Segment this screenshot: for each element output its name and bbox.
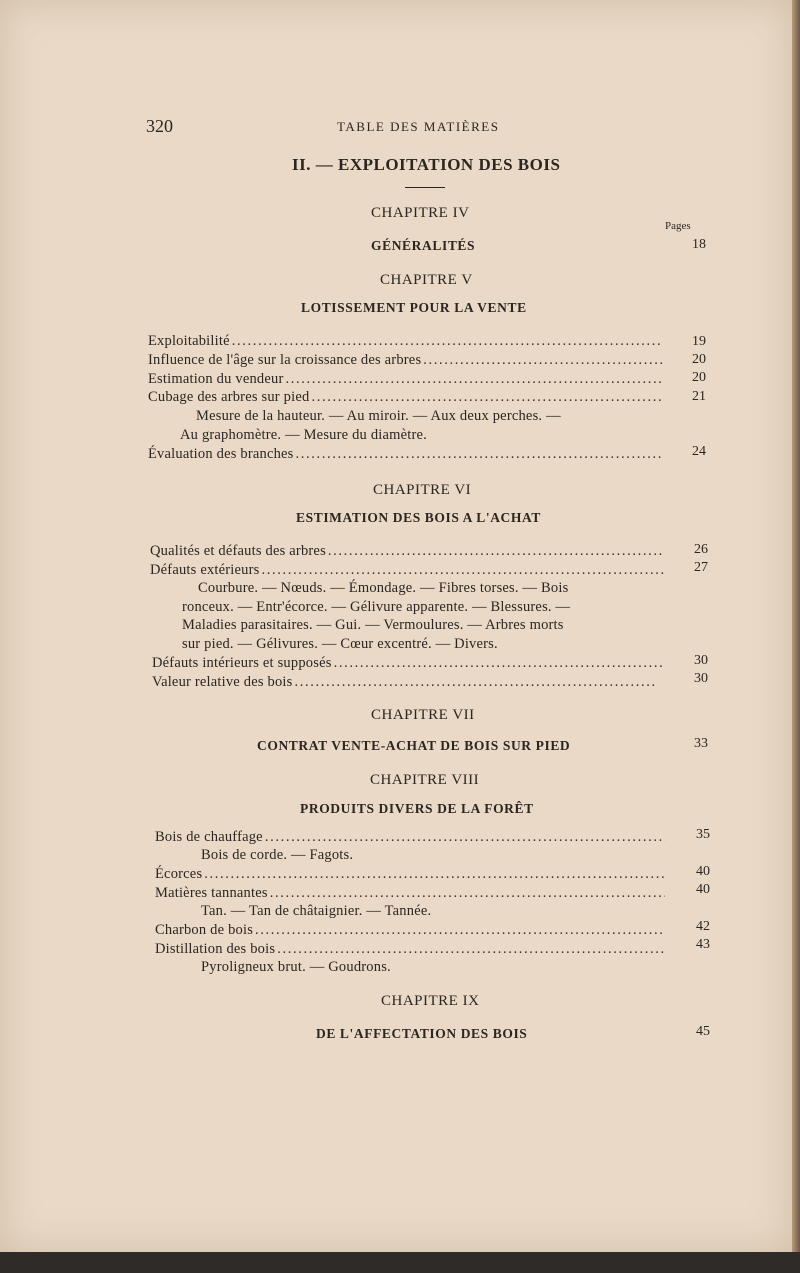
chapter-7-page: 33 [694,736,708,751]
leader-dots [296,446,662,463]
leader-dots [423,352,662,369]
subtopics-line: Courbure. — Nœuds. — Émondage. — Fibres torses. — Bois [198,580,569,596]
chapter-8-title: PRODUITS DIVERS DE LA FORÊT [300,801,534,816]
leader-dots [265,829,665,846]
toc-entry-text: Matières tannantes [155,885,268,901]
toc-entry[interactable] [155,941,665,958]
chapter-6-heading: CHAPITRE VI [373,482,472,498]
toc-entry-page: 27 [694,560,708,575]
leader-dots [334,655,664,672]
toc-entry-page: 19 [692,334,706,349]
toc-entry-text: Cubage des arbres sur pied [148,389,310,405]
leader-dots [204,866,665,883]
toc-entry-page: 43 [696,937,710,952]
running-title: TABLE DES MATIÈRES [337,119,500,134]
chapter-7-title: CONTRAT VENTE-ACHAT DE BOIS SUR PIED [257,738,571,753]
chapter-7-heading: CHAPITRE VII [371,707,475,723]
toc-entry-text: Estimation du vendeur [148,371,284,387]
leader-dots [295,674,658,691]
subtopics-line: ronceux. — Entr'écorce. — Gélivure apparente. — Blessures. — [182,599,571,615]
toc-entry[interactable] [152,655,664,672]
toc-entry-text: Défauts extérieurs [150,562,260,578]
toc-entry-page: 21 [692,389,706,404]
subtopics-line: sur pied. — Gélivures. — Cœur excentré. — Divers. [182,636,498,652]
toc-entry[interactable] [148,333,662,350]
toc-entry[interactable] [155,866,665,883]
toc-entry-text: Charbon de bois [155,922,254,938]
subtopics-line: Pyroligneux brut. — Goudrons. [201,959,391,975]
leader-dots [328,543,664,560]
leader-dots [285,371,662,388]
toc-entry-text: Qualités et défauts des arbres [150,543,326,559]
chapter-5-heading: CHAPITRE V [380,272,473,288]
toc-entry-page: 40 [696,864,710,879]
toc-entry-page: 24 [692,444,706,459]
toc-entry-text: Influence de l'âge sur la croissance des arbres [148,352,422,368]
leader-dots [311,389,662,406]
chapter-4-heading: CHAPITRE IV [371,205,470,221]
chapter-9-title: DE L'AFFECTATION DES BOIS [316,1026,528,1041]
title-rule [405,187,445,188]
toc-entry-page: 26 [694,542,708,557]
toc-entry[interactable] [148,446,662,463]
toc-entry[interactable] [155,885,665,902]
toc-entry-text: Défauts intérieurs et supposés [152,655,332,671]
toc-entry-page: 30 [694,671,708,686]
toc-entry[interactable] [155,829,665,846]
pages-column-label: Pages [665,220,691,232]
toc-entry-page: 30 [694,653,708,668]
toc-entry-page: 40 [696,882,710,897]
toc-entry-page: 20 [692,352,706,367]
subtopics-line: Maladies parasitaires. — Gui. — Vermoulures. — Arbres morts [182,617,564,633]
chapter-5-title: LOTISSEMENT POUR LA VENTE [301,300,527,315]
subtopics-line: Bois de corde. — Fagots. [201,847,354,863]
chapter-6-title: ESTIMATION DES BOIS A L'ACHAT [296,510,541,525]
page-edge-right [792,0,800,1252]
toc-entry[interactable] [148,352,662,369]
toc-entry-page: 20 [692,370,706,385]
toc-entry-page: 42 [696,919,710,934]
leader-dots [277,941,665,958]
toc-entry[interactable] [152,674,657,691]
toc-entry[interactable] [148,389,662,406]
chapter-9-heading: CHAPITRE IX [381,993,480,1009]
toc-entry-text: Exploitabilité [148,333,230,349]
chapter-8-heading: CHAPITRE VIII [370,772,480,788]
toc-entry-text: Distillation des bois [155,941,276,957]
chapter-9-page: 45 [696,1024,710,1039]
toc-entry-text: Écorces [155,866,203,882]
chapter-4-page: 18 [692,237,706,252]
toc-entry-text: Évaluation des branches [148,446,294,462]
toc-entry[interactable] [148,371,662,388]
toc-entry-text: Valeur relative des bois [152,674,293,690]
toc-entry[interactable] [155,922,665,939]
chapter-4-title: GÉNÉRALITÉS [371,238,476,253]
leader-dots [261,562,664,579]
toc-entry-text: Bois de chauffage [155,829,263,845]
part-title: II. — EXPLOITATION DES BOIS [292,155,561,174]
subtopics-line: Au graphomètre. — Mesure du diamètre. [180,427,427,443]
toc-entry[interactable] [150,562,664,579]
toc-entry[interactable] [150,543,664,560]
page-number: 320 [146,116,173,136]
subtopics-line: Tan. — Tan de châtaignier. — Tannée. [201,903,432,919]
leader-dots [232,333,662,350]
subtopics-line: Mesure de la hauteur. — Au miroir. — Aux deux perches. — [196,408,561,424]
toc-entry-page: 35 [696,827,710,842]
scan-background-bottom [0,1252,800,1273]
leader-dots [270,885,665,902]
leader-dots [255,922,665,939]
